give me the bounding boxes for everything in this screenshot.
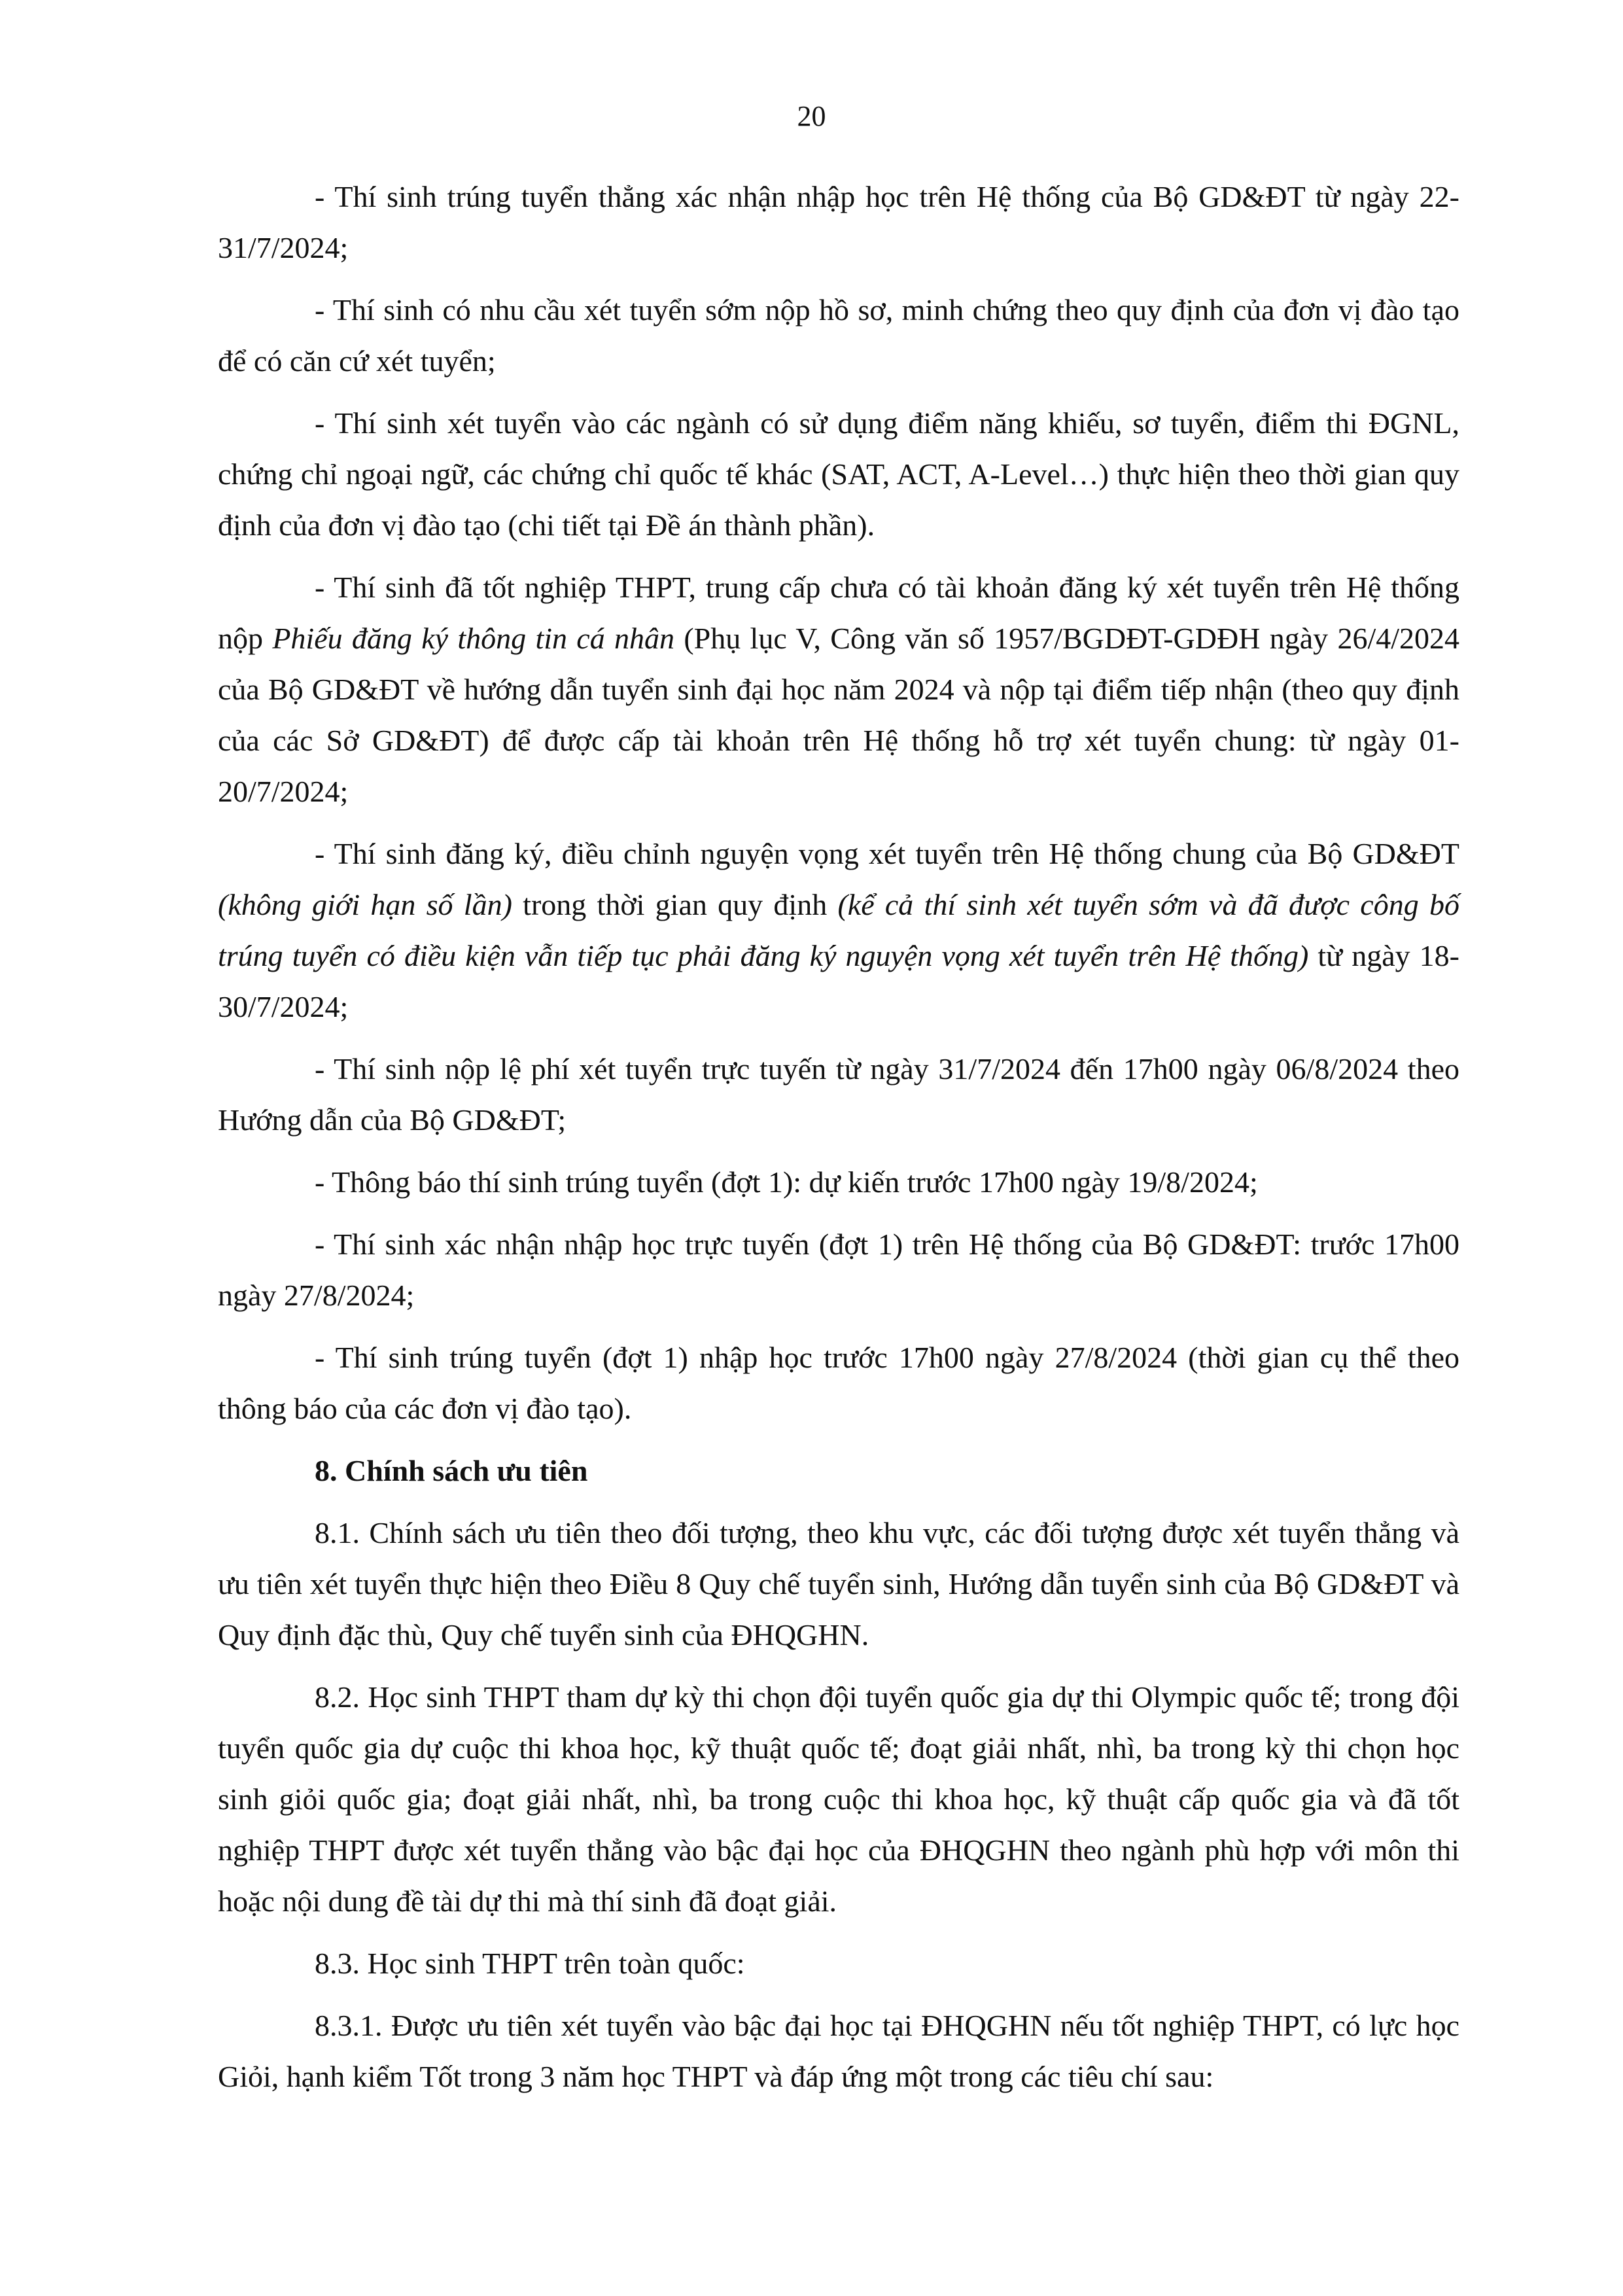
text-run: 8. Chính sách ưu tiên: [315, 1454, 588, 1487]
paragraph: [218, 562, 1459, 817]
paragraph: [218, 2000, 1459, 2102]
text-run: trong thời gian quy định: [512, 888, 838, 921]
paragraph: [218, 1332, 1459, 1434]
text-run: 8.3. Học sinh THPT trên toàn quốc:: [315, 1947, 745, 1980]
paragraph: [218, 171, 1459, 274]
text-run: - Thí sinh đã tốt nghiệp THPT, trung cấp chưa có tài khoản đăng ký xét tuyển trên Hệ thống nộp: [218, 571, 1459, 655]
paragraph: [218, 285, 1459, 387]
italic-text: (kể cả thí sinh xét tuyển sớm và đã được công bố trúng tuyển có điều kiện vẫn tiếp tục phải đăng ký nguyện vọng xét tuyển trên Hệ thống): [218, 888, 1459, 972]
text-run: 8.2. Học sinh THPT tham dự kỳ thi chọn đội tuyển quốc gia dự thi Olympic quốc tế; trong đội tuyển quốc gia dự cuộc thi khoa học, kỹ thuật quốc tế; đoạt giải nhất, nhì, ba trong kỳ thi chọn học sinh giỏi quốc gia; đoạt giải nhất, nhì, ba trong cuộc thi khoa học, kỹ thuật cấp quốc gia và đã tốt nghiệp THPT được xét tuyển thẳng vào bậc đại học của ĐHQGHN theo ngành phù hợp với môn thi hoặc nội dung đề tài dự thi mà thí sinh đã đoạt giải.: [218, 1680, 1459, 1918]
text-run: - Thí sinh trúng tuyển (đợt 1) nhập học trước 17h00 ngày 27/8/2024 (thời gian cụ thể theo thông báo của các đơn vị đào tạo).: [218, 1341, 1459, 1425]
text-run: - Thí sinh xác nhận nhập học trực tuyến (đợt 1) trên Hệ thống của Bộ GD&ĐT: trước 17h00 ngày 27/8/2024;: [218, 1227, 1459, 1312]
paragraph: [218, 1219, 1459, 1321]
paragraph: [218, 828, 1459, 1033]
text-run: 8.1. Chính sách ưu tiên theo đối tượng, theo khu vực, các đối tượng được xét tuyển thẳng và ưu tiên xét tuyển thực hiện theo Điều 8 Quy chế tuyển sinh, Hướng dẫn tuyển sinh của Bộ GD&ĐT và Quy định đặc thù, Quy chế tuyển sinh của ĐHQGHN.: [218, 1516, 1459, 1651]
text-run: - Thí sinh trúng tuyển thẳng xác nhận nhập học trên Hệ thống của Bộ GD&ĐT từ ngày 22-31/7/2024;: [218, 180, 1459, 264]
text-run: - Thí sinh đăng ký, điều chỉnh nguyện vọng xét tuyển trên Hệ thống chung của Bộ GD&ĐT: [315, 837, 1459, 870]
italic-text: Phiếu đăng ký thông tin cá nhân: [272, 622, 675, 655]
text-run: (Phụ lục V, Công văn số 1957/BGDĐT-GDĐH ngày 26/4/2024 của Bộ GD&ĐT về hướng dẫn tuyển sinh đại học năm 2024 và nộp tại điểm tiếp nhận (theo quy định của các Sở GD&ĐT) để được cấp tài khoản trên Hệ thống hỗ trợ xét tuyển chung: từ ngày 01-20/7/2024;: [218, 622, 1460, 808]
paragraph: [218, 1157, 1459, 1208]
italic-text: (không giới hạn số lần): [218, 888, 512, 921]
paragraph: [218, 1938, 1459, 1989]
document-body: [218, 171, 1459, 2113]
paragraph: [218, 1672, 1459, 1927]
text-run: 8.3.1. Được ưu tiên xét tuyển vào bậc đại học tại ĐHQGHN nếu tốt nghiệp THPT, có lực học Giỏi, hạnh kiểm Tốt trong 3 năm học THPT và đáp ứng một trong các tiêu chí sau:: [218, 2009, 1459, 2093]
text-run: từ ngày 18-30/7/2024;: [218, 939, 1460, 1023]
text-run: - Thí sinh xét tuyển vào các ngành có sử dụng điểm năng khiếu, sơ tuyển, điểm thi ĐGNL, chứng chỉ ngoại ngữ, các chứng chỉ quốc tế khác (SAT, ACT, A-Level…) thực hiện theo thời gian quy định của đơn vị đào tạo (chi tiết tại Đề án thành phần).: [218, 406, 1459, 542]
paragraph: [218, 1508, 1459, 1661]
paragraph: [218, 398, 1459, 551]
section-heading: [218, 1445, 1459, 1496]
text-run: - Thông báo thí sinh trúng tuyển (đợt 1): dự kiến trước 17h00 ngày 19/8/2024;: [315, 1165, 1258, 1199]
text-run: - Thí sinh nộp lệ phí xét tuyển trực tuyến từ ngày 31/7/2024 đến 17h00 ngày 06/8/2024 theo Hướng dẫn của Bộ GD&ĐT;: [218, 1052, 1459, 1137]
page-number: 20: [797, 100, 826, 132]
paragraph: [218, 1044, 1459, 1146]
text-run: - Thí sinh có nhu cầu xét tuyển sớm nộp hồ sơ, minh chứng theo quy định của đơn vị đào tạo để có căn cứ xét tuyển;: [218, 293, 1459, 378]
